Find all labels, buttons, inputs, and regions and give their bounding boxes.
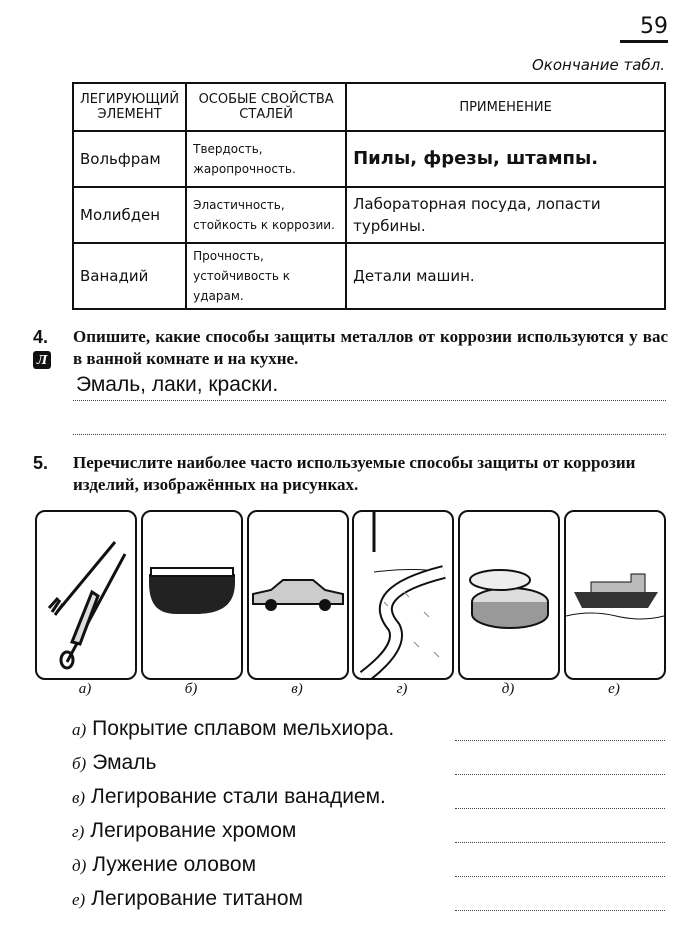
table-row bbox=[73, 243, 665, 309]
cutlery-icon bbox=[37, 512, 135, 678]
answer-line bbox=[455, 808, 665, 809]
picture-label: в) bbox=[291, 681, 303, 697]
answer-letter: б) bbox=[72, 754, 87, 773]
answer-row bbox=[72, 818, 296, 844]
table-row bbox=[73, 131, 665, 187]
table-row bbox=[73, 187, 665, 243]
answer-text: Легирование титаном bbox=[91, 887, 303, 910]
answer-row bbox=[72, 750, 156, 776]
answer-line bbox=[73, 434, 666, 435]
answer-row bbox=[72, 852, 256, 878]
cell-element: Молибден bbox=[73, 187, 186, 243]
header-application: ПРИМЕНЕНИЕ bbox=[346, 83, 665, 131]
answer-letter: е) bbox=[72, 890, 86, 909]
header-properties: ОСОБЫЕ СВОЙСТВА СТАЛЕЙ bbox=[186, 83, 346, 131]
picture-label: е) bbox=[608, 681, 620, 697]
table-header-row bbox=[73, 83, 665, 131]
picture-label: д) bbox=[501, 681, 515, 697]
question-5-number: 5. bbox=[33, 453, 49, 473]
picture-car bbox=[247, 510, 349, 680]
cell-application: Пилы, фрезы, штампы. bbox=[346, 131, 665, 187]
cell-element: Ванадий bbox=[73, 243, 186, 309]
lab-badge-icon: Л bbox=[33, 351, 51, 369]
question-4-answer: Эмаль, лаки, краски. bbox=[76, 373, 279, 396]
picture-label: а) bbox=[78, 681, 92, 697]
answer-text: Эмаль bbox=[92, 751, 157, 774]
picture-cutlery bbox=[35, 510, 137, 680]
cell-application: Лабораторная посуда, лопасти турбины. bbox=[346, 187, 665, 243]
question-4-text: Опишите, какие способы защиты металлов от коррозии используются у вас в ванной комнате и на кухне. bbox=[73, 327, 668, 368]
answer-letter: в) bbox=[72, 788, 86, 807]
car-icon bbox=[249, 512, 347, 678]
alloying-table bbox=[72, 82, 666, 310]
answer-line bbox=[455, 774, 665, 775]
table-caption: Окончание табл. bbox=[532, 56, 665, 74]
tin-can-icon bbox=[460, 512, 558, 678]
header-element: ЛЕГИРУЮЩИЙ ЭЛЕМЕНТ bbox=[73, 83, 186, 131]
picture-pipeline bbox=[352, 510, 454, 680]
answer-row bbox=[72, 784, 386, 810]
picture-label: г) bbox=[396, 681, 408, 697]
ship-icon bbox=[566, 512, 664, 678]
answer-line bbox=[455, 740, 665, 741]
cell-properties: Прочность, устойчивость к ударам. bbox=[186, 243, 346, 309]
picture-tin-can bbox=[458, 510, 560, 680]
answer-line bbox=[73, 400, 666, 401]
picture-bathtub bbox=[141, 510, 243, 680]
question-5-text: Перечислите наиболее часто используемые способы защиты от коррозии изделий, изображённых на рисунках. bbox=[73, 453, 636, 494]
picture-label: б) bbox=[184, 681, 198, 697]
answer-row bbox=[72, 886, 303, 912]
pipeline-icon bbox=[354, 512, 452, 678]
page-number: 59 bbox=[640, 14, 668, 39]
picture-ship bbox=[564, 510, 666, 680]
answer-letter: г) bbox=[72, 822, 85, 841]
answer-text: Легирование хромом bbox=[90, 819, 297, 842]
answer-line bbox=[455, 842, 665, 843]
question-4-number: 4. bbox=[33, 327, 49, 347]
answer-letter: д) bbox=[72, 856, 87, 875]
answer-text: Легирование стали ванадием. bbox=[91, 785, 386, 808]
bathtub-icon bbox=[143, 512, 241, 678]
answer-letter: а) bbox=[72, 720, 87, 739]
answer-text: Лужение оловом bbox=[92, 853, 257, 876]
cell-properties: Твердость, жаропрочность. bbox=[186, 131, 346, 187]
answer-row bbox=[72, 716, 394, 742]
answer-line bbox=[455, 876, 665, 877]
answer-text: Покрытие сплавом мельхиора. bbox=[92, 717, 395, 740]
cell-properties: Эластичность, стойкость к коррозии. bbox=[186, 187, 346, 243]
answer-line bbox=[455, 910, 665, 911]
page-number-underline bbox=[620, 40, 668, 43]
cell-element: Вольфрам bbox=[73, 131, 186, 187]
cell-application: Детали машин. bbox=[346, 243, 665, 309]
